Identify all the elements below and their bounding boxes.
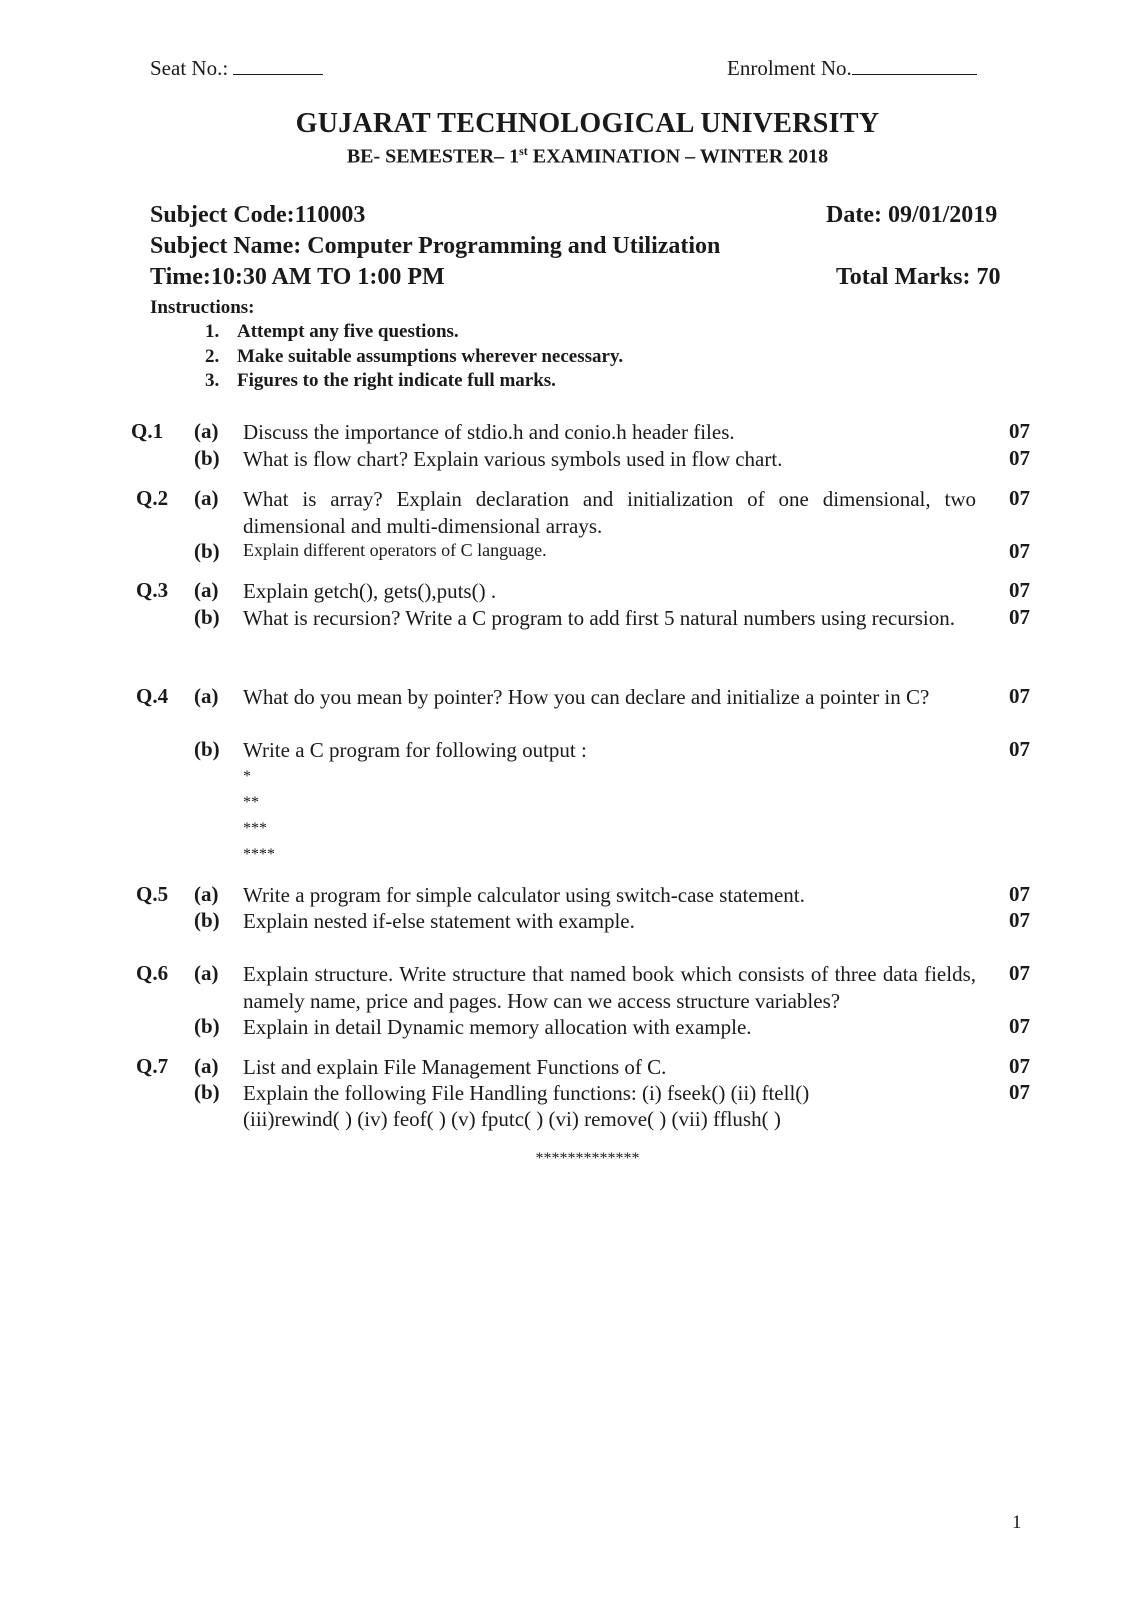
instruction-item <box>205 346 623 368</box>
question-marks: 07 <box>1009 1014 1030 1038</box>
question-marks: 07 <box>1009 578 1030 602</box>
pattern-line: *** <box>243 820 267 837</box>
question-marks: 07 <box>1009 882 1030 906</box>
seat-number-label: Seat No.: <box>150 56 229 80</box>
enrolment-number-blank <box>852 56 977 75</box>
part-label: (b) <box>194 605 220 629</box>
question-number: Q.3 <box>136 578 169 602</box>
question-text: Discuss the importance of stdio.h and conio.h header files. <box>243 420 735 444</box>
question-number: Q.4 <box>136 684 169 708</box>
question-marks: 07 <box>1009 908 1030 932</box>
question-text: Explain different operators of C language. <box>243 540 547 560</box>
question-number: Q.6 <box>136 961 169 985</box>
subject-code: Subject Code:110003 <box>150 202 366 228</box>
enrolment-number-field <box>727 56 977 81</box>
subject-name: Subject Name: Computer Programming and Utilization <box>150 233 721 259</box>
question-marks: 07 <box>1009 961 1030 985</box>
question-marks: 07 <box>1009 737 1030 761</box>
part-label: (b) <box>194 1080 220 1104</box>
instruction-item <box>205 321 459 343</box>
question-number: Q.1 <box>131 419 164 443</box>
seat-number-field <box>150 56 323 81</box>
question-text: Explain the following File Handling functions: (i) fseek() (ii) ftell() <box>243 1081 810 1105</box>
enrolment-number-label: Enrolment No. <box>727 56 852 80</box>
question-number: Q.2 <box>136 486 169 510</box>
seat-number-blank <box>233 56 323 75</box>
question-text: Explain getch(), gets(),puts() . <box>243 579 497 603</box>
question-marks: 07 <box>1009 605 1030 629</box>
part-label: (b) <box>194 737 220 761</box>
pattern-line: **** <box>243 846 275 863</box>
part-label: (b) <box>194 908 220 932</box>
instructions-heading: Instructions: <box>150 297 255 318</box>
question-text: Explain in detail Dynamic memory allocation with example. <box>243 1015 752 1039</box>
instruction-number: 2. <box>205 346 220 367</box>
pattern-line: ** <box>243 794 259 811</box>
question-marks: 07 <box>1009 446 1030 470</box>
exam-title <box>0 144 1132 169</box>
question-text: What is flow chart? Explain various symbols used in flow chart. <box>243 447 783 471</box>
question-marks: 07 <box>1009 419 1030 443</box>
question-text: What is array? Explain declaration and initialization of one dimensional, two dimensional and multi-dimensional arrays. <box>243 487 976 538</box>
question-number: Q.7 <box>136 1054 169 1078</box>
question-text: What is recursion? Write a C program to add first 5 natural numbers using recursion. <box>243 606 955 630</box>
question-marks: 07 <box>1009 539 1030 563</box>
part-label: (a) <box>194 882 219 906</box>
exam-time: Time:10:30 AM TO 1:00 PM <box>150 264 445 290</box>
question-text: Write a C program for following output : <box>243 738 587 762</box>
exam-date: Date: 09/01/2019 <box>826 202 998 228</box>
university-title: GUJARAT TECHNOLOGICAL UNIVERSITY <box>295 108 880 139</box>
question-number: Q.5 <box>136 882 169 906</box>
instruction-text: Figures to the right indicate full marks. <box>237 370 556 391</box>
question-text: What do you mean by pointer? How you can declare and initialize a pointer in C? <box>243 685 930 709</box>
question-text: Write a program for simple calculator using switch-case statement. <box>243 883 805 907</box>
instruction-item <box>205 370 556 392</box>
exam-title-sup: st <box>519 144 528 158</box>
question-text: List and explain File Management Functions of C. <box>243 1055 667 1079</box>
question-marks: 07 <box>1009 486 1030 510</box>
exam-title-suffix: EXAMINATION – WINTER 2018 <box>527 145 829 168</box>
instruction-number: 3. <box>205 370 220 391</box>
question-text-continued: (iii)rewind( ) (iv) feof( ) (v) fputc( ) (vi) remove( ) (vii) fflush( ) <box>243 1107 781 1131</box>
part-label: (a) <box>194 486 219 510</box>
page-number: 1 <box>1012 1512 1022 1533</box>
part-label: (b) <box>194 1014 220 1038</box>
instruction-text: Make suitable assumptions wherever necessary. <box>237 346 624 367</box>
exam-title-prefix: BE- SEMESTER– 1 <box>346 145 520 168</box>
part-label: (a) <box>194 1054 219 1078</box>
part-label: (a) <box>194 419 219 443</box>
instruction-text: Attempt any five questions. <box>237 321 459 342</box>
part-label: (b) <box>194 539 220 563</box>
question-text: Explain nested if-else statement with example. <box>243 909 635 933</box>
part-label: (a) <box>194 684 219 708</box>
part-label: (a) <box>194 961 219 985</box>
instruction-number: 1. <box>205 321 220 342</box>
question-marks: 07 <box>1009 1054 1030 1078</box>
end-of-paper-marker: ************* <box>535 1150 640 1167</box>
question-marks: 07 <box>1009 1080 1030 1104</box>
part-label: (a) <box>194 578 219 602</box>
pattern-line: * <box>243 768 251 785</box>
total-marks: Total Marks: 70 <box>836 264 1001 290</box>
question-marks: 07 <box>1009 684 1030 708</box>
question-text: Explain structure. Write structure that named book which consists of three data fields, namely name, price and pages. How can we access structure variables? <box>243 962 976 1013</box>
part-label: (b) <box>194 446 220 470</box>
